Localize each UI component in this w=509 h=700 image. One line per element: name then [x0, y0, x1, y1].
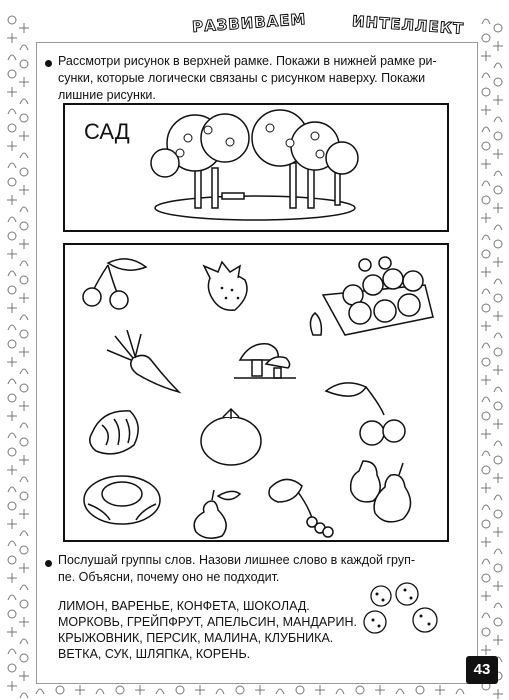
task1-line-2: сунки, которые логически связаны с рисунком наверху. Покажи	[58, 71, 426, 85]
task1-instructions	[58, 53, 437, 104]
task2-bullet	[45, 560, 52, 567]
task1-line-3: лишние рисунки.	[58, 88, 156, 102]
word-group-4: ВЕТКА, СУК, ШЛЯПКА, КОРЕНЬ.	[58, 647, 251, 661]
currant-branch-picture	[262, 472, 340, 540]
garden-trees-picture	[150, 108, 360, 223]
task1-bullet	[45, 60, 52, 67]
cherries-picture	[78, 255, 148, 310]
mushrooms-picture	[230, 338, 300, 383]
gooseberry-picture	[320, 375, 410, 450]
word-group-3: КРЫЖОВНИК, ПЕРСИК, МАЛИНА, КЛУБНИКА.	[58, 631, 334, 645]
strawberry-picture	[200, 260, 260, 315]
pear-picture	[188, 488, 248, 543]
task1-line-1: Рассмотри рисунок в верхней рамке. Покажи в нижней рамке ри-	[58, 54, 437, 68]
task2-line-1: Послушай группы слов. Назови лишнее слово в каждой груп-	[58, 553, 416, 567]
cabbage-picture	[80, 468, 165, 528]
raspberries-picture	[355, 580, 450, 640]
page-header	[0, 8, 509, 38]
header-word-1: РАЗВИВАЕМ	[191, 10, 307, 36]
garden-label: САД	[84, 119, 130, 144]
header-word-2: ИНТЕЛЛЕКТ	[351, 12, 465, 38]
pine-cone-picture	[82, 405, 147, 460]
pears-pair-picture	[345, 455, 435, 535]
carrot-picture	[105, 330, 185, 400]
task2-line-2: пе. Объясни, почему оно не подходит.	[58, 570, 280, 584]
tomato-picture	[195, 405, 267, 467]
word-groups-list	[58, 598, 357, 662]
word-group-2: МОРКОВЬ, ГРЕЙПФРУТ, АПЕЛЬСИН, МАНДАРИН.	[58, 615, 357, 629]
page-number: 43	[466, 656, 498, 684]
word-group-1: ЛИМОН, ВАРЕНЬЕ, КОНФЕТА, ШОКОЛАД.	[58, 599, 310, 613]
fruit-crate-picture	[305, 255, 437, 350]
